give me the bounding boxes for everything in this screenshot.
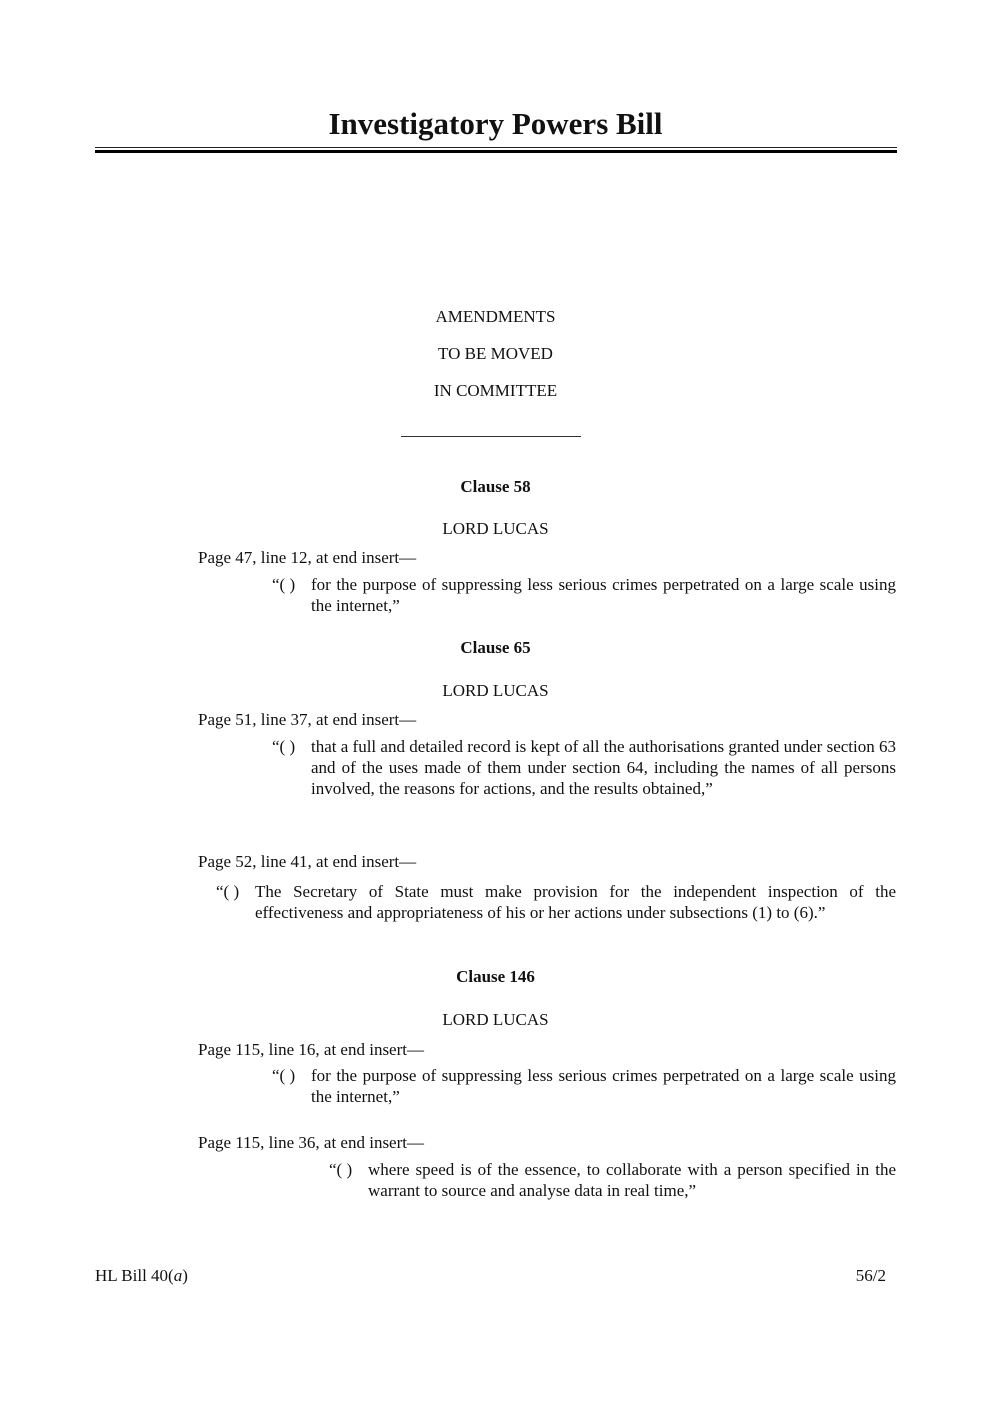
amendment-body: for the purpose of suppressing less serious crimes perpetrated on a large scale using the internet,”: [311, 575, 896, 615]
amendment-text: [272, 574, 896, 616]
amendment-text: [216, 881, 896, 923]
amendment-reference: Page 51, line 37, at end insert—: [198, 710, 417, 729]
amendment-marker: “( ): [329, 1160, 353, 1179]
amendment-body: The Secretary of State must make provision for the independent inspection of the effectiveness and appropriateness of his or her actions under subsections (1) to (6).”: [255, 882, 896, 922]
amendment-marker: “( ): [272, 1066, 296, 1085]
amendment-reference: Page 115, line 36, at end insert—: [198, 1133, 424, 1152]
amendment-text: [272, 1065, 896, 1107]
heading-line-2: TO BE MOVED: [438, 344, 553, 363]
clause-heading: Clause 146: [456, 967, 535, 986]
title-rule-thin: [95, 147, 897, 148]
amendment-body: that a full and detailed record is kept of all the authorisations granted under section 63 and of the uses made of them under section 64, including the names of all persons involved, the reasons for actions, and the results obtained,”: [311, 737, 896, 798]
amendment-body: where speed is of the essence, to collaborate with a person specified in the warrant to source and analyse data in real time,”: [368, 1160, 896, 1200]
heading-line-1: AMENDMENTS: [435, 307, 556, 326]
member-name: LORD LUCAS: [442, 1010, 549, 1029]
bill-number: [95, 1266, 188, 1286]
amendment-text: [329, 1159, 896, 1201]
amendment-marker: “( ): [216, 882, 240, 901]
amendment-body: for the purpose of suppressing less serious crimes perpetrated on a large scale using the internet,”: [311, 1066, 896, 1106]
bill-number-close: ): [182, 1266, 188, 1285]
amendment-reference: Page 52, line 41, at end insert—: [198, 852, 417, 871]
bill-number-prefix: HL Bill 40(: [95, 1266, 174, 1285]
amendment-reference: Page 47, line 12, at end insert—: [198, 548, 417, 567]
amendment-marker: “( ): [272, 737, 296, 756]
amendment-text: [272, 736, 896, 799]
bill-title: Investigatory Powers Bill: [328, 106, 663, 141]
amendment-reference: Page 115, line 16, at end insert—: [198, 1040, 424, 1059]
member-name: LORD LUCAS: [442, 519, 549, 538]
member-name: LORD LUCAS: [442, 681, 549, 700]
title-rule-thick: [95, 150, 897, 153]
amendment-marker: “( ): [272, 575, 296, 594]
print-number: 56/2: [855, 1266, 886, 1285]
clause-heading: Clause 58: [460, 477, 531, 496]
separator-rule: [401, 436, 581, 437]
bill-number-suffix: a: [173, 1266, 183, 1285]
clause-heading: Clause 65: [460, 638, 531, 657]
heading-line-3: IN COMMITTEE: [433, 381, 558, 400]
